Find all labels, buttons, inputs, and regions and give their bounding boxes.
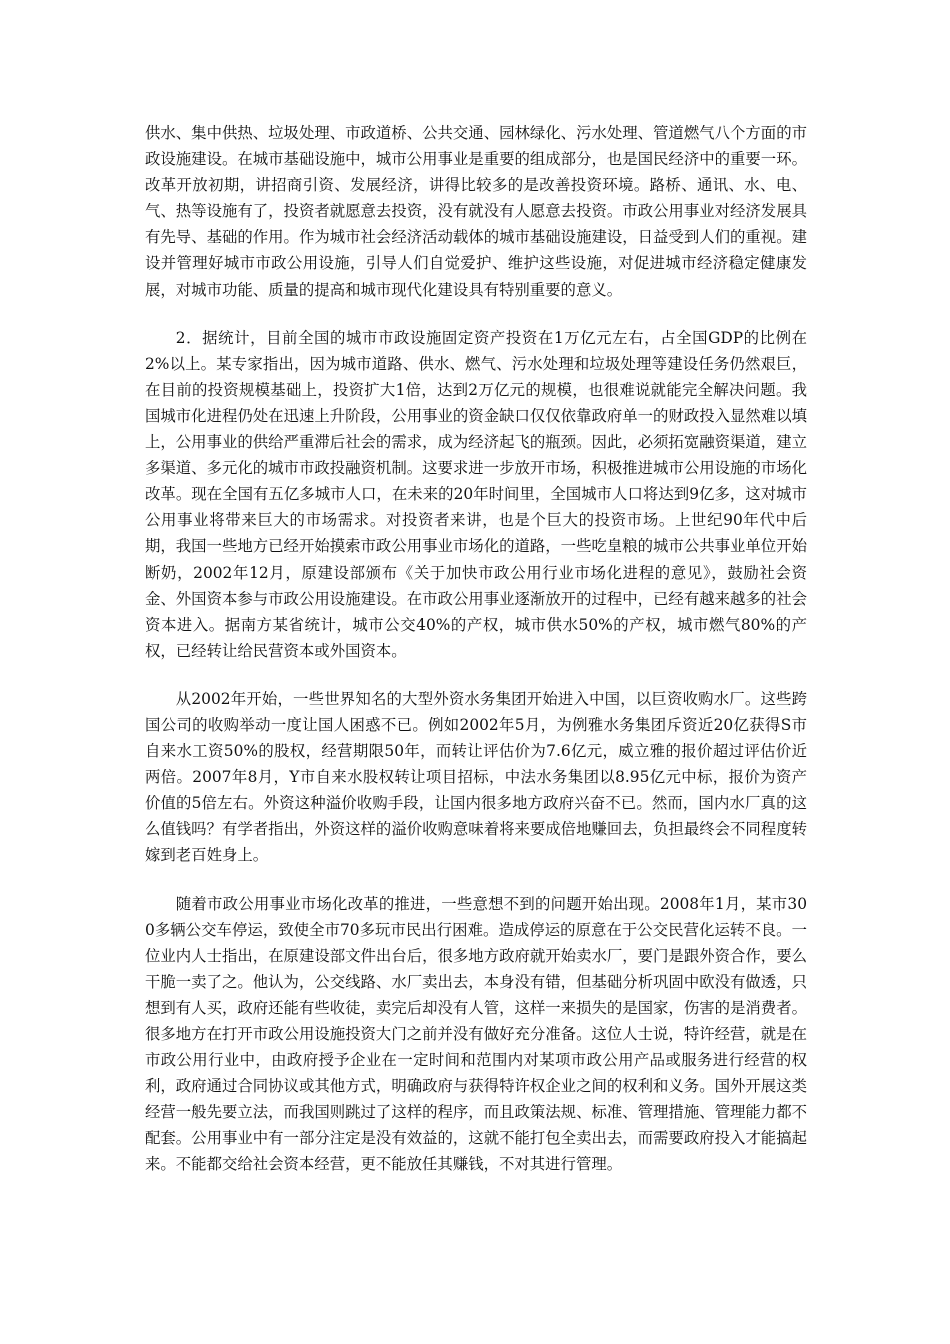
paragraph-market-reform-problems: 随着市政公用事业市场化改革的推进，一些意想不到的问题开始出现。2008年1月，某市300多辆公交车停运，致使全市70多玩市民出行困难。造成停运的原意在于公交民营化运转不良。一位业内人士指出，在原建设部文件出台后，很多地方政府就开始卖水厂，要门是跟外资合作，要么干脆一卖了之。他认为，公交线路、水厂卖出去，本身没有错，但基础分析巩固中欧没有做透，只想到有人买，政府还能有些收徒，卖完后却没有人管，这样一来损失的是国家，伤害的是消费者。很多地方在打开市政公用设施投资大门之前并没有做好充分准备。这位人士说，特许经营，就是在市政公用行业中，由政府授予企业在一定时间和范围内对某项市政公用产品或服务进行经营的权利，政府通过合同协议或其他方式，明确政府与获得特许权企业之间的权利和义务。国外开展这类经营一般先要立法，而我国则跳过了这样的程序，而且政策法规、标准、管理措施、管理能力都不配套。公用事业中有一部分注定是没有效益的，这就不能打包全卖出去，而需要政府投入才能搞起来。不能都交给社会资本经营，更不能放任其赚钱，不对其进行管理。	[145, 894, 807, 1174]
paragraph-spacer	[145, 869, 807, 891]
paragraph-foreign-water-groups: 从2002年开始，一些世界知名的大型外资水务集团开始进入中国，以巨资收购水厂。这些跨国公司的收购举动一度让国人困惑不已。例如2002年5月，为例雅水务集团斥资近20亿获得S市自来水工资50%的股权，经营期限50年，而转让评估价为7.6亿元，威立雅的报价超过评估价近两倍。2007年8月，Y市自来水股权转让项目招标，中法水务集团以8.95亿元中标，报价为资产价值的5倍左右。外资这种溢价收购手段，让国内很多地方政府兴奋不已。然而，国内水厂真的这么值钱吗？有学者指出，外资这样的溢价收购意味着将来要成倍地赚回去，负担最终会不同程度转嫁到老百姓身上。	[145, 689, 807, 865]
document-body	[145, 120, 807, 1178]
paragraph-spacer	[145, 303, 807, 325]
paragraph-spacer	[145, 664, 807, 686]
paragraph-municipal-facilities: 供水、集中供热、垃圾处理、市政道桥、公共交通、园林绿化、污水处理、管道燃气八个方面的市政设施建设。在城市基础设施中，城市公用事业是重要的组成部分，也是国民经济中的重要一环。改革开放初期，讲招商引资、发展经济，讲得比较多的是改善投资环境。路桥、通讯、水、电、气、热等设施有了，投资者就愿意去投资，没有就没有人愿意去投资。市政公用事业对经济发展具有先导、基础的作用。作为城市社会经济活动载体的城市基础设施建设，日益受到人们的重视。建设并管理好城市市政公用设施，引导人们自觉爱护、维护这些设施，对促进城市经济稳定健康发展，对城市功能、质量的提高和城市现代化建设具有特别重要的意义。	[145, 124, 807, 299]
paragraph-investment-statistics: 2．据统计，目前全国的城市市政设施固定资产投资在1万亿元左右，占全国GDP的比例在2%以上。某专家指出，因为城市道路、供水、燃气、污水处理和垃圾处理等建设任务仍然艰巨，在目前的投资规模基础上，投资扩大1倍，达到2万亿元的规模，也很难说就能完全解决问题。我国城市化进程仍处在迅速上升阶段，公用事业的资金缺口仅仅依靠政府单一的财政投入显然难以填上，公用事业的供给严重滞后社会的需求，成为经济起飞的瓶颈。因此，必须拓宽融资渠道，建立多渠道、多元化的城市市政投融资机制。这要求进一步放开市场，积极推进城市公用设施的市场化改革。现在全国有五亿多城市人口，在未来的20年时间里，全国城市人口将达到9亿多，这对城市公用事业将带来巨大的市场需求。对投资者来讲，也是个巨大的投资市场。上世纪90年代中后期，我国一些地方已经开始摸索市政公用事业市场化的道路，一些吃皇粮的城市公共事业单位开始断奶，2002年12月，原建设部颁布《关于加快市政公用行业市场化进程的意见》，鼓励社会资金、外国资本参与市政公用设施建设。在市政公用事业逐渐放开的过程中，已经有越来越多的社会资本进入。据南方某省统计，城市公交40%的产权，城市供水50%的产权，城市燃气80%的产权，已经转让给民营资本或外国资本。	[145, 328, 807, 660]
